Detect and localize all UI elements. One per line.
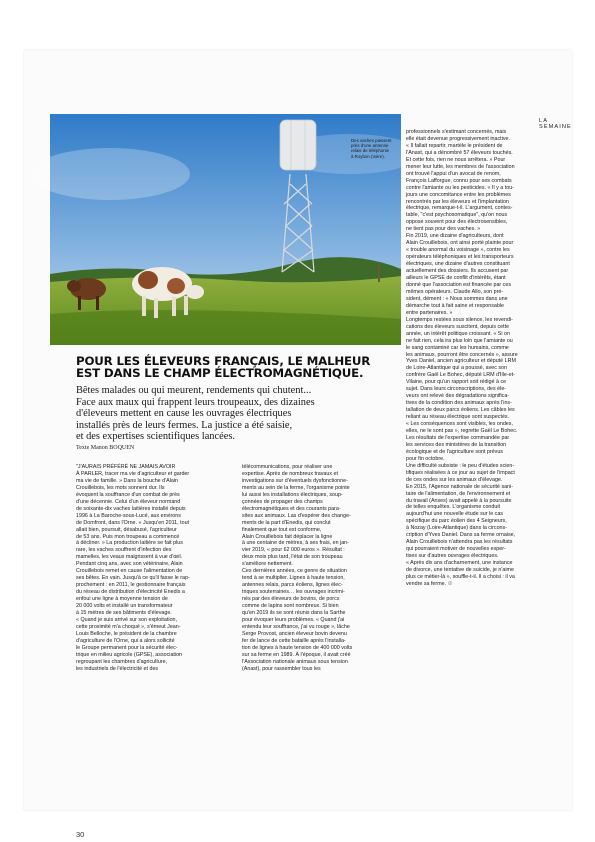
body-line: En 2015, l'Agence nationale de sécurité sani-: [406, 483, 514, 490]
body-line: d'une décennie. Celui d'un éleveur normand: [76, 498, 181, 505]
standfirst-line: installés près de leurs fermes. La justice a été saisie,: [76, 419, 293, 431]
body-line: du réseau de distribution d'électricité Enedis a: [76, 589, 185, 596]
body-line: les animaux, pourront être concernés », assure: [406, 351, 518, 358]
body-line: nés par des éleveurs de bovins, de porcs: [242, 596, 340, 603]
body-line: de Domfront, dans l'Orne. « Jusqu'en 2011, tout: [76, 519, 190, 526]
body-line: Ces dernières années, ce genre de situation: [242, 568, 347, 575]
body-line: l'Association nationale animaux sous tension: [242, 658, 348, 665]
body-line: tifiques réalisées à ce jour au sujet de l'impact: [406, 469, 515, 476]
body-line: donné que l'association est financée par ces: [406, 281, 511, 288]
body-line: Crouillebois, les mots sonnent dur. Ils: [76, 484, 165, 491]
caption-line: à Roybon (Isère).: [351, 153, 385, 159]
body-line: de Loire-Atlantique qui a poussé, avec son: [406, 365, 508, 372]
body-line: de telles enquêtes. L'organisme conduit: [406, 504, 501, 511]
body-line: 20 000 volts et installé un transformateur: [76, 603, 173, 610]
body-line: ses bêtes. En vain. Jusqu'à ce qu'il fasse le rap-: [76, 575, 190, 582]
body-line: Pendant cinq ans, avec son vétérinaire, Alain: [76, 561, 183, 568]
body-line: antennes relais, parcs éoliens, lignes élec-: [242, 582, 343, 589]
body-line: cette proximité m'a choqué », s'émeut Jean-: [76, 623, 181, 630]
body-line: ailleurs le GPSE de conflit d'intérêts, étant: [406, 275, 506, 282]
body-line: tend à se multiplier. Lignes à haute tension,: [242, 575, 345, 582]
body-line: tives de la condition des animaux après l'ins-: [406, 400, 512, 407]
body-line: contre l'amiante ou les pesticides. « Il y a tou-: [406, 184, 514, 191]
standfirst-line: Face aux maux qui frappent leurs troupeaux, des dizaines: [76, 396, 315, 408]
body-line: actuellement des dossiers. Ils accusent par: [406, 268, 509, 275]
body-line: spécifique du parc éolien des 4 Seigneurs,: [406, 518, 507, 525]
body-line: plus ce métier-là », souffle-t-il. Il a choisi : il va: [406, 574, 515, 580]
body-line: entre partenaires. »: [406, 309, 453, 316]
body-line: aujourd'hui une nouvelle étude sur le cas: [406, 511, 503, 518]
body-line: « Après dix ans d'acharnement, une instance: [406, 560, 513, 567]
article-byline: Texte Manon BOQUEN: [76, 445, 135, 451]
body-line: vier 2019, « pour 62 000 euros ». Résultat :: [242, 547, 345, 554]
body-column-1: [76, 464, 236, 673]
body-line: électrique, remarque-t-il. L'argument, contes-: [406, 205, 513, 212]
body-line: rencontrés par les éleveurs et l'implantation: [406, 198, 509, 205]
body-line: jours une concomitance entre les problèmes: [406, 191, 511, 198]
body-line: trique en milieu agricole (GPSE), association: [76, 651, 183, 658]
standfirst-line: d'éleveurs mettent en cause les ouvrages électriques: [76, 408, 292, 420]
body-line: démarche tout à fait saine et responsable: [406, 302, 505, 309]
body-line: s'améliore nettement.: [242, 561, 293, 568]
body-line: triques souterraines… les ouvrages incrimi-: [242, 589, 345, 596]
body-line: de divorce, une tentative de suicide, je n'aime: [406, 567, 514, 574]
body-line: deux mois plus tard, l'état de son troupeau: [242, 554, 343, 561]
body-line: entendu leur souffrance, j'ai vu rouge », lâche: [242, 623, 350, 630]
body-line: « Il fallait repartir, martèle le président de: [406, 142, 503, 149]
body-line: « Quand je suis arrivé sur son exploitation,: [76, 616, 177, 623]
body-line: Fin 2019, une dizaine d'agriculteurs, dont: [406, 233, 504, 240]
body-line: comme de lapins sont nombreux. Si bien: [242, 603, 339, 610]
body-line: le sang contaminé car les humains, comme: [406, 344, 509, 351]
photo-caption: [351, 138, 407, 159]
body-line: pour évoquer leurs problèmes. « Quand j'ai: [242, 616, 345, 623]
body-line: à une centaine de mètres, à ses frais, en jan-: [242, 540, 349, 547]
body-line: rare, les vaches souffrent d'infection des: [76, 547, 172, 554]
body-line: cations des éleveurs suscitent, depuis cette: [406, 323, 510, 330]
body-line: À PARLER, tracer ma vie d'agriculteur et garder: [76, 470, 190, 477]
body-line: Alain Crouillebois n'attendra pas les résultats: [406, 539, 513, 546]
body-line: elles, ne le sont pas », regrette Gaël Le Bohec.: [406, 427, 518, 434]
body-line: Longtemps restées sous silence, les revendi-: [406, 316, 513, 323]
body-line: du travail (Anses) avait appelé à la poursuite: [406, 497, 512, 504]
body-line: (Anast), pour rassembler tous les: [242, 665, 321, 672]
body-line: mamelles, les veaux maigrissent à vue d'œil.: [76, 554, 183, 561]
body-line: tallation de deux parcs éoliens. Les câbles les: [406, 407, 515, 414]
body-line: 1996 à La Baroche-sous-Lucé, aux environs: [76, 512, 181, 519]
body-line: veurs ont relevé des dégradations significa-: [406, 393, 510, 400]
body-line: de soixante-dix vaches laitières installé depuis: [76, 505, 186, 512]
headline-line: EST DANS LE CHAMP ÉLECTROMAGNÉTIQUE.: [76, 366, 364, 381]
body-column-2: [242, 464, 402, 673]
body-line: sident, dément : « Nous sommes dans une: [406, 295, 508, 302]
body-line: Louis Belloche, le président de la chambre: [76, 630, 177, 637]
caption-line: près d'une antenne: [351, 143, 389, 149]
body-line: télécommunications, pour réaliser une: [242, 464, 333, 470]
body-line: finalement que tout est conforme,: [242, 526, 322, 533]
body-line: professionnels s'estimant concernés, mais: [406, 129, 507, 135]
cows-antenna-photo: [50, 114, 401, 345]
body-line: pour fin octobre.: [406, 455, 445, 462]
body-line: taire de l'alimentation, de l'environnement et: [406, 490, 511, 497]
body-line: Alain Crouillebois fait déplacer la ligne: [242, 533, 333, 540]
body-line: année, un intérêt politique croissant. « Si on: [406, 330, 510, 337]
caption-line: Des vaches paissent: [351, 138, 392, 143]
body-line: regroupant les chambres d'agriculture,: [76, 658, 168, 665]
body-line: mener leur lutte, les membres de l'association: [406, 163, 515, 170]
page-number: 30: [76, 830, 85, 839]
body-line: ments de la part d'Enedis, qui conclut: [242, 519, 331, 526]
standfirst-line: et des expertises scientifiques lancées.: [76, 431, 235, 443]
body-line: Crouillebois remet en cause l'alimentation de: [76, 568, 183, 575]
body-line: "J'AURAIS PRÉFÉRÉ NE JAMAIS AVOIR: [76, 464, 176, 470]
body-line: enfoui une ligne à moyenne tension de: [76, 596, 168, 603]
body-line: ma vie de famille. » Dans la bouche d'Alain: [76, 477, 179, 484]
body-column-3: [406, 129, 572, 588]
body-line: fer de lance de cette bataille après l'installa-: [242, 637, 346, 644]
body-line: investigations sur d'éventuels dysfonctionne-: [242, 477, 348, 484]
body-line: à 15 mètres de ses bâtiments d'élevage.: [76, 610, 172, 617]
body-line: Alain Crouillebois, ont ainsi porté plainte pour: [406, 240, 514, 247]
magazine-page: [24, 50, 572, 839]
article-headline: [76, 355, 396, 380]
caption-line: relais de téléphonie: [351, 148, 390, 154]
body-line: cription d'Yves Daniel. Dans sa ferme ornaise,: [406, 532, 516, 539]
body-line: Yves Daniel, ancien agriculteur et député LRM: [406, 358, 516, 365]
body-line: de 53 ans. Puis mon troupeau a commencé: [76, 533, 180, 540]
body-line: à Nozay (Loire-Atlantique) dans la circons-: [406, 525, 507, 532]
body-line: confrère Gaël Le Bohec, député LRM d'Ille-et-: [406, 372, 515, 379]
body-line: prochement : en 2011, le gestionnaire français: [76, 582, 186, 589]
body-line: d'agriculture de l'Orne, qui a alors sollicité: [76, 637, 175, 644]
body-line: opérateurs téléphoniques et les transporteurs: [406, 254, 514, 261]
body-line: électriques, une dizaine d'autres constituant: [406, 261, 510, 268]
body-line: çonnées de propager des champs: [242, 498, 323, 505]
body-line: à décliner. » La production laitière se fait plus: [76, 540, 183, 547]
body-line: expertise. Après de nombreux travaux et: [242, 470, 338, 477]
body-line: « trouble anormal du voisinage », contre les: [406, 247, 510, 254]
body-line: reliant au réseau électrique sont suspectés.: [406, 414, 510, 421]
body-line: François Lafforgue, connu pour ses combats: [406, 177, 512, 184]
body-line: vendre sa ferme. ☉: [406, 580, 453, 587]
body-line: sites aux animaux. Las d'espérer des change-: [242, 512, 351, 519]
body-line: Les résultats de l'expertise commandée par: [406, 434, 510, 441]
body-line: sujet. Dans leurs circonscriptions, des éle-: [406, 386, 507, 393]
body-line: elle était devenue progressivement inactive.: [406, 135, 510, 142]
body-line: évoquent la souffrance d'un combat de près: [76, 491, 180, 498]
body-line: ments au sein de la ferme, l'organisme pointe: [242, 484, 350, 491]
body-line: écologique et de l'agriculture sont prévus: [406, 448, 503, 455]
body-line: ne fait rien, cela ira plus loin que l'amiante ou: [406, 337, 513, 344]
body-line: de ces ondes sur les animaux d'élevage.: [406, 476, 503, 483]
standfirst-line: Bêtes malades ou qui meurent, rendements qui chutent...: [76, 385, 312, 396]
body-line: sur sa ferme en 1989. À l'époque, il avait créé: [242, 651, 351, 658]
body-line: mêmes opérateurs. Claude Allo, son pré-: [406, 288, 504, 295]
body-line: qui pourraient motiver de nouvelles exper-: [406, 546, 506, 553]
body-line: oppose souvent pour des électrosensibles,: [406, 219, 508, 226]
body-line: le Groupe permanent pour la sécurité élec-: [76, 644, 178, 651]
body-line: électromagnétiques et des courants para-: [242, 505, 341, 512]
body-line: ne tient pas pour des vaches. »: [406, 226, 481, 233]
body-line: lui aussi les installations électriques, soup-: [242, 491, 343, 498]
body-line: tises sur d'autres ouvrages électriques.: [406, 553, 499, 560]
body-line: Serge Provost, ancien éleveur bovin devenu: [242, 630, 347, 637]
body-line: tion de lignes à haute tension de 400 000 volts: [242, 644, 353, 651]
section-label: LA SEMAINE: [539, 118, 572, 130]
body-line: Vilaine, pour qu'un rapport soit rédigé à ce: [406, 379, 507, 386]
headline-line: POUR LES ÉLEVEURS FRANÇAIS, LE MALHEUR: [76, 354, 371, 368]
body-line: table, "c'est psychosomatique", qu'on nous: [406, 212, 508, 219]
body-line: ont trouvé l'appui d'un avocat de renom,: [406, 170, 501, 177]
body-line: Et cette fois, rien ne nous arrêtera. » Pour: [406, 156, 506, 163]
body-line: allait bien, poursuit, désabusé, l'agriculteur: [76, 526, 177, 533]
body-line: les services des ministères de la transition: [406, 441, 507, 448]
body-line: « Les conséquences sont visibles, les ondes,: [406, 421, 513, 428]
body-line: les industriels de l'électricité et des: [76, 665, 159, 672]
body-line: l'Anast, qui a dénombré 57 éleveurs touchés.: [406, 149, 513, 156]
body-line: qu'en 2019 ils se sont réunis dans la Sarthe: [242, 610, 346, 617]
body-line: Une difficulté subsiste : le peu d'études scien-: [406, 462, 515, 469]
article-standfirst: [76, 385, 398, 443]
